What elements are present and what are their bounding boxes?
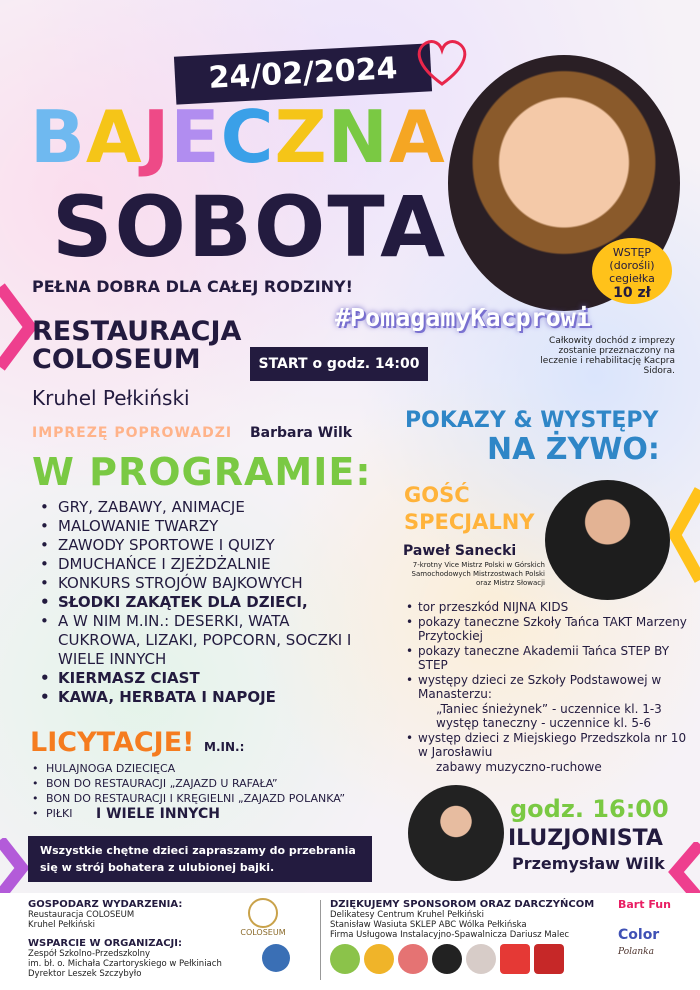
sponsor-line: Stanisław Wasiuta SKLEP ABC Wólka Pełkińska xyxy=(330,920,527,930)
sponsor-logos xyxy=(330,944,568,978)
support-line: Zespół Szkolno-Przedszkolny xyxy=(28,949,151,959)
program-item: • GRY, ZABAWY, ANIMACJE xyxy=(40,498,370,517)
host-heading: GOSPODARZ WYDARZENIA: xyxy=(28,899,183,910)
ticket-price: 10 zł xyxy=(613,285,651,301)
footer-divider xyxy=(320,900,321,980)
title-letter: A xyxy=(388,95,446,179)
illusionist-time: godz. 16:00 xyxy=(510,795,669,823)
program-item: • MALOWANIE TWARZY xyxy=(40,517,370,536)
program-item: • DMUCHAŃCE I ZJEŻDŻALNIE xyxy=(40,555,370,574)
sponsors-heading: DZIĘKUJEMY SPONSOROM ORAZ DARCZYŃCOM xyxy=(330,899,595,910)
auction-item: • BON DO RESTAURACJI I KRĘGIELNI „ZAJAZD POLANKA” xyxy=(32,791,345,806)
shows-list xyxy=(406,600,696,774)
ticket-line3: cegiełka xyxy=(609,272,655,285)
subtitle: PEŁNA DOBRA DLA CAŁEJ RODZINY! xyxy=(32,277,353,296)
program-item: • A W NIM M.IN.: DESERKI, WATA CUKROWA, LIZAKI, POPCORN, SOCZKI I WIELE INNYCH xyxy=(40,612,370,669)
show-item: • pokazy taneczne Akademii Tańca STEP BY STEP xyxy=(406,644,696,673)
support-heading: WSPARCIE W ORGANIZACJI: xyxy=(28,938,182,949)
title-sobota: SOBOTA xyxy=(52,178,448,276)
hashtag: #PomagamyKacprowi xyxy=(335,303,591,332)
title-letter: A xyxy=(85,95,143,179)
brand-top: Bart Fun xyxy=(618,898,671,911)
brand-logos xyxy=(618,898,671,957)
purple-arrow-left-icon xyxy=(0,838,30,898)
program-item: • SŁODKI ZAKĄTEK DLA DZIECI, xyxy=(40,593,370,612)
program-item: • KIERMASZ CIAST xyxy=(40,669,370,688)
venue-line2: COLOSEUM xyxy=(32,344,201,375)
special-guest-line1: GOŚĆ xyxy=(404,483,470,507)
program-title: W PROGRAMIE: xyxy=(32,450,372,494)
title-letter: C xyxy=(220,95,275,179)
auction-extra: I WIELE INNYCH xyxy=(96,806,220,822)
show-subitem: „Taniec śnieżynek” - uczennice kl. 1-3 xyxy=(436,701,662,716)
guest-photo xyxy=(545,480,670,600)
title-letter: N xyxy=(327,95,389,179)
guest-description: 7-krotny Vice Mistrz Polski w Górskich Samochodowych Mistrzostwach Polski oraz Mistrz Słowacji xyxy=(411,561,545,587)
coloseum-logo xyxy=(232,898,294,937)
auction-min: M.IN.: xyxy=(204,740,245,754)
host-line: Kruhel Pełkiński xyxy=(28,920,95,930)
ticket-line1: WSTĘP xyxy=(612,246,652,259)
sponsor-logo xyxy=(500,944,530,974)
sponsor-logo xyxy=(534,944,564,974)
shows-title: POKAZY & WYSTĘPY xyxy=(405,408,659,433)
sponsor-logo xyxy=(330,944,360,974)
shows-title-live: NA ŻYWO: xyxy=(487,432,660,467)
special-guest-line2: SPECJALNY xyxy=(404,510,535,534)
show-item: • pokazy taneczne Szkoły Tańca TAKT Marzeny Przytockiej xyxy=(406,615,696,644)
sponsor-logo xyxy=(466,944,496,974)
ticket-badge xyxy=(592,238,672,304)
help-note: Całkowity dochód z imprezy zostanie przeznaczony na leczenie i rehabilitację Kacpra Sidora. xyxy=(540,336,675,376)
program-item: • ZAWODY SPORTOWE I QUIZY xyxy=(40,536,370,555)
auction-title: LICYTACJE! xyxy=(30,727,195,758)
costume-invite: Wszystkie chętne dzieci zapraszamy do przebrania się w strój bohatera z ulubionej bajki. xyxy=(28,836,372,882)
program-list xyxy=(40,498,370,707)
coloseum-logo-text: COLOSEUM xyxy=(240,928,286,937)
guest-name: Paweł Sanecki xyxy=(403,543,517,559)
support-line: Dyrektor Leszek Szczybyło xyxy=(28,969,142,979)
host-name: Barbara Wilk xyxy=(250,425,353,441)
sponsor-line: Firma Usługowa Instalacyjno-Spawalnicza Dariusz Malec xyxy=(330,930,570,940)
yellow-arrow-right-icon xyxy=(670,485,700,585)
sponsor-logo xyxy=(364,944,394,974)
show-subitem: występ taneczny - uczennice kl. 5-6 xyxy=(436,716,652,730)
sponsor-logo xyxy=(432,944,462,974)
heart-icon xyxy=(412,36,472,88)
venue-place: Kruhel Pełkiński xyxy=(32,386,190,410)
show-subitem: zabawy muzyczno-ruchowe xyxy=(436,759,602,774)
host-line: Reustauracja COLOSEUM xyxy=(28,910,135,920)
show-item: • występ dzieci z Miejskiego Przedszkola nr 10 w Jarosławiu xyxy=(406,731,696,760)
footer-sponsors xyxy=(330,899,594,940)
ticket-line2: (dorośli) xyxy=(609,259,655,272)
brand-mid: Color xyxy=(618,927,660,943)
venue-name xyxy=(32,318,241,374)
illusionist-photo xyxy=(408,785,504,881)
title-bajeczna xyxy=(30,95,446,179)
auction-item: • PIŁKI xyxy=(32,806,345,821)
event-date: 24/02/2024 xyxy=(174,43,432,104)
program-item: • KAWA, HERBATA I NAPOJE xyxy=(40,688,370,707)
sponsor-line: Delikatesy Centrum Kruhel Pełkiński xyxy=(330,910,484,920)
auction-item: • HULAJNOGA DZIECIĘCA xyxy=(32,761,345,776)
brand-low: Polanka xyxy=(618,947,654,957)
title-letter: B xyxy=(30,95,86,179)
sponsor-logo xyxy=(398,944,428,974)
start-time: START o godz. 14:00 xyxy=(250,347,428,381)
host-label: IMPREZĘ POPROWADZI xyxy=(32,425,233,441)
footer-host xyxy=(28,899,222,979)
title-letter: J xyxy=(142,95,171,179)
venue-line1: RESTAURACJA xyxy=(32,316,242,347)
auction-item: • BON DO RESTAURACJI „ZAJAZD U RAFAŁA” xyxy=(32,776,345,791)
program-item: • KONKURS STROJÓW BAJKOWYCH xyxy=(40,574,370,593)
show-item: • występy dzieci ze Szkoły Podstawowej w Manasterzu: xyxy=(406,673,696,702)
show-item: • tor przeszkód NIJNA KIDS xyxy=(406,600,696,615)
title-letter: Z xyxy=(274,95,328,179)
support-line: im. bł. o. Michała Czartoryskiego w Pełkiniach xyxy=(28,959,222,969)
illusionist-name: Przemysław Wilk xyxy=(512,854,665,873)
title-letter: E xyxy=(170,95,221,179)
illusionist-title: ILUZJONISTA xyxy=(508,826,663,851)
school-logo xyxy=(262,944,290,972)
